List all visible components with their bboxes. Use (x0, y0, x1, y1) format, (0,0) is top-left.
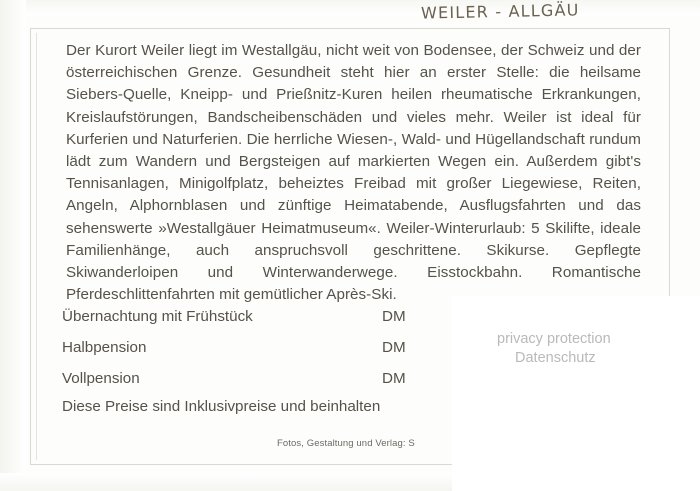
price-label: Halbpension (62, 339, 147, 356)
publisher-credit: Fotos, Gestaltung und Verlag: S (277, 438, 415, 449)
scan-edge-top (0, 0, 700, 16)
price-row (62, 370, 462, 401)
price-label: Übernachtung mit Frühstück (62, 308, 253, 325)
privacy-notice (497, 330, 611, 368)
privacy-notice-line-2: Datenschutz (515, 350, 596, 366)
description-paragraph: Der Kurort Weiler liegt im Westallgäu, nicht weit von Bodensee, der Schweiz und der österreichischen Grenze. Gesundheit steht hier an erster Stelle: die heilsame Siebers-Quelle, Kneipp- und Prießnitz-Kuren heilen rheumatische Erkrankungen, Kreislaufstörungen, Bandscheibenschäden und vieles mehr. Weiler ist ideal für Kurferien und Naturferien. Die herrliche Wiesen-, Wald- und Hügellandschaft rundum lädt zum Wandern und Bergsteigen auf markierten Wegen ein. Außerdem gibt's Tennisanlagen, Minigolfplatz, beheiztes Freibad mit großer Liegewiese, Reiten, Angeln, Alphornblasen und zünftige Heimatabende, Ausflugsfahrten und das sehenswerte »Westallgäuer Heimatmuseum«. Weiler-Winterurlaub: 5 Skilifte, ideale Familienhänge, auch anspruchsvoll geschrittene. Skikurse. Gepflegte Skiwanderloipen und Winterwanderwege. Eisstockbahn. Romantische Pferdeschlittenfahrten mit gemütlicher Après-Ski. (66, 42, 641, 304)
price-list (62, 308, 462, 401)
price-value: DM (382, 370, 406, 387)
price-label: Vollpension (62, 370, 140, 387)
description-text-block (66, 40, 641, 306)
price-note: Diese Preise sind Inklusivpreise und beinhalten (62, 398, 381, 415)
privacy-notice-line-1: privacy protection (497, 331, 611, 347)
price-value: DM (382, 308, 406, 325)
price-row (62, 308, 462, 339)
price-value: DM (382, 339, 406, 356)
handwritten-caption: WEILER - ALLGÄU (420, 0, 580, 23)
price-row (62, 339, 462, 370)
scan-edge-left (0, 0, 26, 491)
privacy-redaction-block (452, 296, 700, 491)
